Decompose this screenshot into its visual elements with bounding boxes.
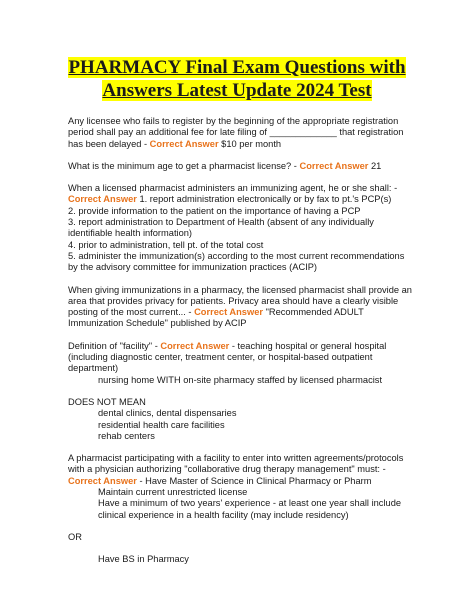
correct-answer-label: Correct Answer — [160, 340, 230, 351]
list-item: dental clinics, dental dispensaries — [98, 408, 237, 419]
answer-line: 5. administer the immunization(s) according to the most current recommendations by the advisory committee for immunization practices (ACIP) — [68, 250, 405, 273]
answer-text: - Have Master of Science in Clinical Pharmacy or Pharm — [136, 475, 372, 486]
question-2: What is the minimum age to get a pharmacist license? - Correct Answer 21 — [68, 160, 382, 171]
question-5: Definition of "facility" - Correct Answer - teaching hospital or general hospital (including diagnostic center, treatment center, or hospital-based outpatient department) nursing home WITH on-site pharmacy staffed by licensed pharmacist — [68, 341, 413, 386]
answer-indent-line: Have a minimum of two years' experience - at least one year shall include clinical experience in a health facility (may include residency) — [98, 498, 402, 520]
question-3: When a licensed pharmacist administers an immunizing agent, he or she shall: - Correct Answer 1. report administration electronically or by fax to pt.'s PCP(s) 2. provide information to the patient on the importance of having a PCP 3. report administration to Department of Health (absent of any individually identifiable health information) 4. prior to administration, tell pt. of the total cost 5. administer the immunization(s) according to the most current recommendations by the advisory committee for immunization practices (ACIP) — [68, 183, 413, 273]
list-item: rehab centers — [98, 430, 155, 441]
answer-line: 2. provide information to the patient on the importance of having a PCP — [68, 205, 361, 216]
question-4: When giving immunizations in a pharmacy, the licensed pharmacist shall provide an area that provides privacy for patients. Privacy area should have a clearly visible posting of the most current... - Correct Answer "Recommended ADULT Immunization Schedule" published by ACIP — [68, 284, 412, 329]
answer-line: 3. report administration to Department of Health (absent of any individually identifiable health information) — [68, 217, 374, 239]
section-heading: DOES NOT MEAN — [68, 396, 146, 407]
title-line-1: PHARMACY Final Exam Questions with — [68, 57, 406, 78]
correct-answer-label: Correct Answer — [194, 307, 263, 318]
correct-answer-label: Correct Answer — [299, 160, 369, 171]
correct-answer-label: Correct Answer — [149, 138, 219, 149]
answer-line: 1. report administration electronically or by fax to pt.'s PCP(s) — [136, 194, 392, 205]
correct-answer-label: Correct Answer — [68, 475, 137, 486]
document-title — [60, 56, 414, 102]
answer-text: 21 — [368, 160, 382, 171]
question-7: A pharmacist participating with a facility to enter into written agreements/protocols with a physician authorizing "collaborative drug therapy management" must: - Correct Answer - Have Master of Science in Clinical Pharmacy or Pharm Maintain current unrestricted license Have a minimum of two years' experience - at least one year shall include clinical experience in a health facility (may include residency) — [68, 453, 413, 521]
answer-indent-line: Maintain current unrestricted license — [98, 487, 248, 498]
does-not-mean-block — [68, 397, 413, 442]
answer-text: $10 per month — [218, 138, 282, 149]
answer-indent-line: nursing home WITH on-site pharmacy staffed by licensed pharmacist — [98, 374, 383, 385]
question-1: Any licensee who fails to register by the beginning of the appropriate registration period shall pay an additional fee for late filing of _____________ that registration has been delayed - Correct Answer $10 per month — [68, 116, 404, 149]
answer-text: "Recommended ADULT Immunization Schedule" published by ACIP — [68, 307, 364, 329]
answer-line: 4. prior to administration, tell pt. of the total cost — [68, 239, 264, 250]
answer-text: - teaching hospital or general hospital (including diagnostic center, treatment center, or hospital-based outpatient department) — [68, 340, 387, 374]
or-separator: OR — [68, 531, 82, 542]
list-item: residential health care facilities — [98, 419, 225, 430]
title-line-2: Answers Latest Update 2024 Test — [102, 80, 372, 101]
document-body — [68, 116, 413, 577]
correct-answer-label: Correct Answer — [68, 194, 137, 205]
answer-indent-line: Have BS in Pharmacy — [98, 554, 189, 565]
